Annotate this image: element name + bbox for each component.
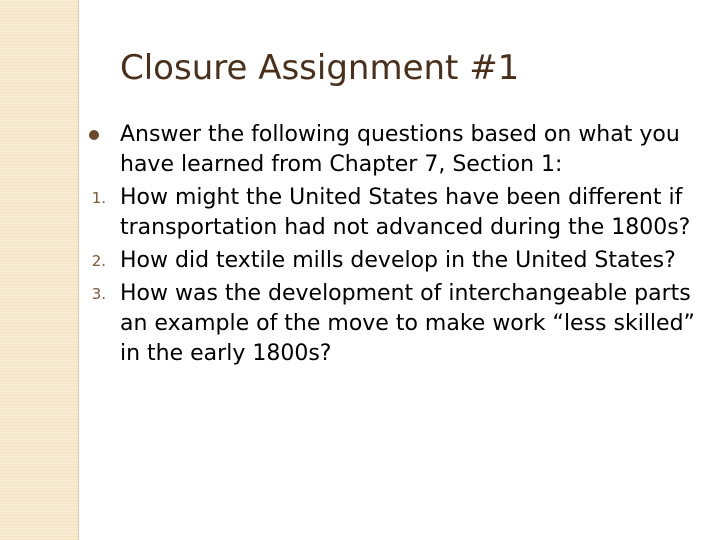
question-number: 3.	[91, 285, 106, 303]
intro-line: have learned from Chapter 7, Section 1:	[120, 152, 563, 177]
intro-line: Answer the following questions based on what you	[120, 122, 680, 147]
question-line: How did textile mills develop in the United States?	[120, 248, 676, 273]
question-line: transportation had not advanced during the 1800s?	[120, 215, 691, 240]
question-item-3	[0, 279, 720, 369]
bullet-icon	[89, 130, 99, 140]
intro-bullet-item	[0, 120, 720, 180]
question-line: How was the development of interchangeable parts	[120, 281, 691, 306]
slide-title: Closure Assignment #1	[120, 48, 520, 88]
question-line: an example of the move to make work “less skilled”	[120, 311, 695, 336]
slide-content	[0, 120, 720, 369]
question-number: 1.	[91, 189, 106, 207]
question-item-2	[0, 246, 720, 276]
question-number: 2.	[91, 252, 106, 270]
question-line: in the early 1800s?	[120, 341, 332, 366]
question-line: How might the United States have been different if	[120, 185, 683, 210]
question-item-1	[0, 183, 720, 243]
